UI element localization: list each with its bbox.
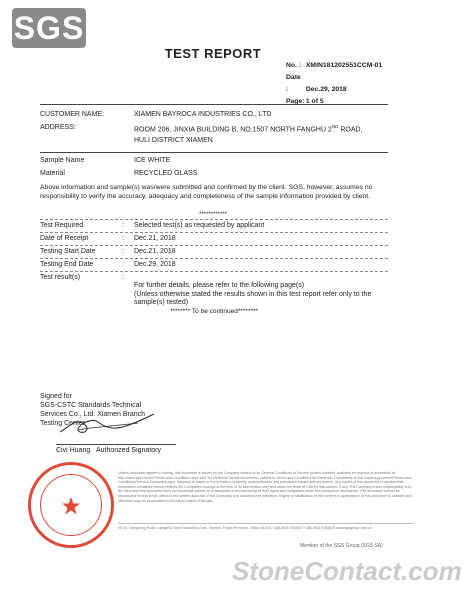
test-result-details <box>134 282 371 308</box>
sample-desc-value: ICE WHITE <box>134 157 171 164</box>
test-start-value: Dec.21, 2018 <box>134 248 176 255</box>
address-line-1 <box>134 124 363 133</box>
report-no-value: XMIN181202551CCM-01 <box>305 62 383 69</box>
report-date-value: Dec.29, 2018 <box>305 86 347 93</box>
page-title: TEST REPORT <box>164 46 262 61</box>
report-no-label: No. : <box>286 62 302 69</box>
divider-top <box>40 104 388 105</box>
separator-stars: ************ <box>198 212 228 218</box>
test-end-label: Testing End Date <box>40 261 94 268</box>
signed-line-3: Services Co., Ltd. Xiamen Branch <box>40 411 146 418</box>
report-date-label: Date : <box>286 74 301 93</box>
test-end-colon: : <box>122 261 124 268</box>
test-result-colon: : <box>122 274 124 281</box>
material-value: RECYCLED GLASS <box>134 170 198 177</box>
footer-divider <box>118 523 414 524</box>
signed-line-2: SGS-CSTC Standards Technical <box>40 402 142 409</box>
signatory-role: Authorized Signatory <box>96 447 161 454</box>
test-result-line-1: For further details, please refer to the following page(s) <box>134 282 305 289</box>
to-be-continued: ******** To be continued******** <box>170 308 259 315</box>
test-result-line-2: (Unless otherwise stated the results shown in this test report refer only to the <box>134 290 372 298</box>
test-result-label: Test result(s) <box>40 274 81 281</box>
divider-dashed-5 <box>40 271 388 272</box>
address-label: ADDRESS: <box>40 124 76 131</box>
footer-address: No.31 Xianghong Road, Xiangzhu Torch Industrial Zone, Xiamen, Fujian Province, China 361101 t (86-592) 5765817 f (86-592) 5765819 www.sgsgroup.com.cn <box>118 526 372 530</box>
signed-line-4: Testing Center <box>40 420 86 427</box>
watermark: StoneContact.com <box>232 556 462 586</box>
divider-dashed-2 <box>40 232 388 233</box>
test-result-line-3: sample(s) tested) <box>134 299 189 306</box>
address-line-1-end: ROAD, <box>338 126 363 134</box>
divider-dashed-3 <box>40 245 388 246</box>
address-line-2: HULI DISTRICT XIAMEN <box>134 137 213 144</box>
material-label: Material <box>40 170 65 177</box>
test-required-value: Selected test(s) as requested by applicant <box>134 222 265 229</box>
test-start-colon: : <box>122 248 124 255</box>
date-receipt-colon: : <box>122 235 124 242</box>
test-required-label: Test Required <box>40 222 84 229</box>
sample-desc-label: Sample Name <box>40 157 85 164</box>
report-meta <box>286 60 382 108</box>
sgs-logo: SGS <box>13 10 85 46</box>
address-superscript: ND <box>331 124 339 129</box>
date-receipt-label: Date of Receipt <box>40 235 89 242</box>
report-page-value: 1 of 5 <box>305 98 324 105</box>
footer-member: Member of the SGS Group (SGS SA) <box>300 543 383 549</box>
address-line-1-text: ROOM 206, JINXIA BUILDING B, NO.1507 NORTH FANGHU 2 <box>134 126 332 134</box>
stamp-star-icon <box>61 496 81 516</box>
signature <box>54 396 164 442</box>
date-receipt-value: Dec.21, 2018 <box>134 235 176 242</box>
customer-name-label: CUSTOMER NAME: <box>40 111 105 118</box>
customer-name-value: XIAMEN BAYROCA INDUSTRIES CO., LTD <box>134 111 272 118</box>
footer-terms: Unless otherwise agreed in writing, this document is issued by the Company subject to its General Conditions of Service printed overleaf, available on request or accessible at http://www.sgs.com/en/Terms-and-Conditions.aspx and, for electronic format documents, subject to Terms and Conditions for Electronic Documents at http://www.sgs.com/en/Terms-and-Conditions/Terms-e-Document.aspx. Attention is drawn to the limitation of liability, indemnification and jurisdiction issues defined therein. Any holder of this document is advised that information contained hereon reflects the Company's findings at the time of its intervention only and within the limits of Client's instructions, if any. The Company's sole responsibility is to its Client and this document does not exonerate parties to a transaction from exercising all their rights and obligations under the transaction documents. This document cannot be reproduced except in full, without prior written approval of the Company. Any unauthorized alteration, forgery or falsification of the content or appearance of this document is unlawful and offenders may be prosecuted to the fullest extent of the law. <box>118 471 413 503</box>
divider-dashed-4 <box>40 258 388 259</box>
report-page-label: Page: <box>286 98 305 105</box>
test-start-label: Testing Start Date <box>40 248 96 255</box>
divider-mid <box>40 152 388 153</box>
test-required-colon: : <box>122 222 124 229</box>
signed-line-1: Signed for <box>40 393 72 400</box>
divider-dashed-1 <box>40 219 388 220</box>
signature-line <box>56 444 176 445</box>
test-end-value: Dec.29, 2018 <box>134 261 176 268</box>
disclaimer-text: Above information and sample(s) was/were submitted and confirmed by the client. SGS, however, assumes no responsibility to verify the accuracy, adequacy and completeness of the sample information provided by client. <box>40 184 373 200</box>
signatory-name: Civi Huang <box>56 447 91 454</box>
